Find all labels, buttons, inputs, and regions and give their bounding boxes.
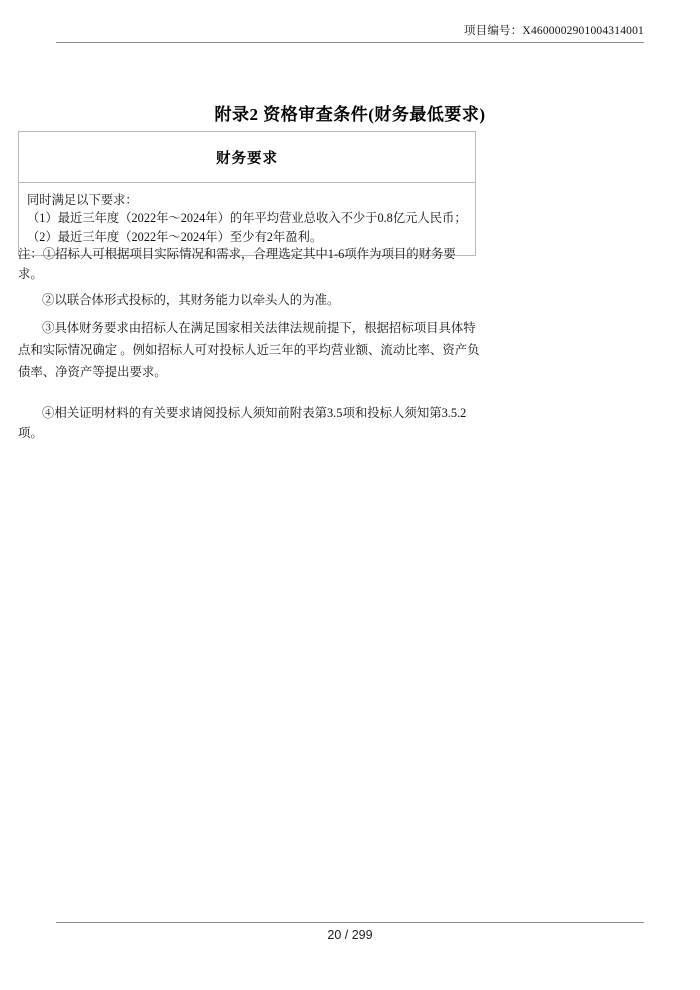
page-footer: [56, 922, 644, 952]
header-divider: [56, 42, 644, 43]
note-item: 注：①招标人可根据项目实际情况和需求，合理选定其中1-6项作为项目的财务要求。: [18, 247, 456, 282]
note-item: ②以联合体形式投标的，其财务能力以牵头人的为准。: [42, 293, 340, 308]
note-item: ④相关证明材料的有关要求请阅投标人须知前附表第3.5项和投标人须知第3.5.2项。: [18, 406, 467, 441]
table-header-cell: 财务要求: [19, 132, 475, 183]
financial-requirements-table: [18, 131, 476, 256]
page-title: 附录2 资格审查条件(财务最低要求): [214, 105, 486, 124]
note-item: ③具体财务要求由招标人在满足国家相关法律法规前提下，根据招标项目具体特点和实际情况确定 。例如招标人可对投标人近三年的平均营业额、流动比率、资产负债率、净资产等提出要求。: [18, 321, 480, 379]
page-number: 20 / 299: [327, 928, 373, 942]
requirement-line: （1）最近三年度（2022年～2024年）的年平均营业总收入不少于0.8亿元人民币；: [27, 211, 467, 226]
project-number-text: 项目编号：X4600002901004314001: [463, 25, 644, 37]
requirement-line: 同时满足以下要求：: [27, 193, 138, 207]
page-header: [56, 22, 644, 44]
footer-divider: [56, 922, 644, 923]
requirement-line: （2）最近三年度（2022年～2024年）至少有2年盈利。: [27, 229, 323, 244]
notes-section: [18, 244, 480, 450]
